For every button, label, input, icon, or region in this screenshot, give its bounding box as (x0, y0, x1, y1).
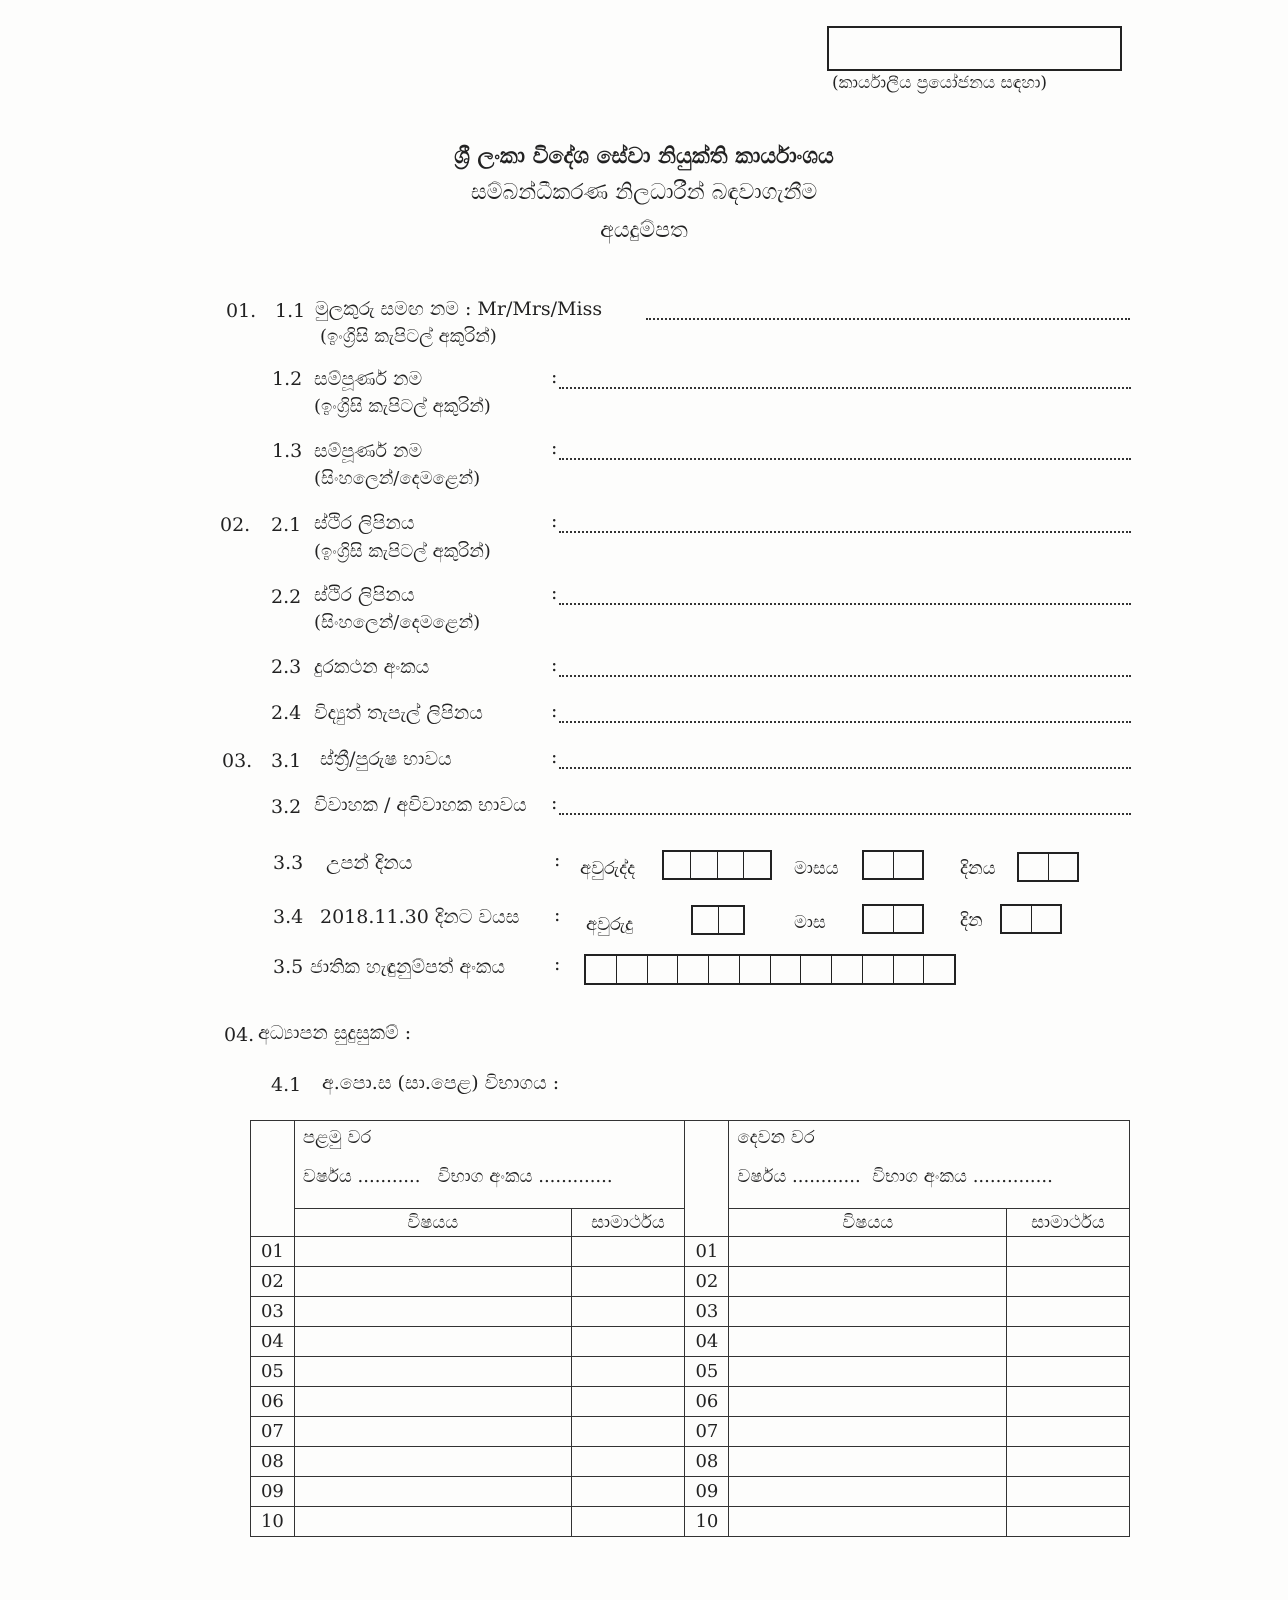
second-subject-cell[interactable] (729, 1237, 1007, 1267)
gender-input[interactable] (559, 745, 1131, 769)
first-subject-cell[interactable] (294, 1237, 571, 1267)
second-grade-cell[interactable] (1007, 1267, 1130, 1297)
permanent-address-sinhala-input[interactable] (559, 581, 1131, 605)
marital-status-input[interactable] (559, 791, 1131, 815)
second-grade-cell[interactable] (1007, 1417, 1130, 1447)
first-grade-cell[interactable] (571, 1387, 685, 1417)
table-row (251, 1237, 1130, 1267)
colon: : (551, 366, 558, 388)
second-subject-cell[interactable] (729, 1477, 1007, 1507)
row-number-second: 03 (685, 1297, 729, 1327)
field-1-2-label: සම්පූර්ණ නම (314, 368, 423, 390)
row-number-second: 05 (685, 1357, 729, 1387)
age-day-boxes[interactable] (1000, 904, 1062, 934)
first-grade-cell[interactable] (571, 1507, 685, 1537)
first-attempt-header (294, 1121, 685, 1209)
field-2-1-sub: (ඉංග්‍රිසි කැපිටල් අකුරින්) (314, 541, 491, 562)
table-row (251, 1357, 1130, 1387)
first-subject-cell[interactable] (294, 1417, 571, 1447)
field-2-2-label: ස්ථිර ලිපිනය (314, 584, 415, 606)
second-grade-cell[interactable] (1007, 1327, 1130, 1357)
second-subject-cell[interactable] (729, 1417, 1007, 1447)
first-grade-cell[interactable] (571, 1357, 685, 1387)
field-1-2-sub: (ඉංග්‍රිසි කැපිටල් අකුරින්) (314, 396, 491, 417)
colon: : (551, 582, 558, 604)
full-name-english-input[interactable] (559, 365, 1131, 389)
field-2-1-label: ස්ථිර ලිපිනය (314, 512, 415, 534)
first-subject-cell[interactable] (294, 1447, 571, 1477)
field-1-1-sub: (ඉංග්‍රිසි කැපිටල් අකුරින්) (320, 326, 497, 347)
second-grade-cell[interactable] (1007, 1507, 1130, 1537)
table-row (251, 1477, 1130, 1507)
row-number-second: 01 (685, 1237, 729, 1267)
row-number-second: 06 (685, 1387, 729, 1417)
first-subject-cell[interactable] (294, 1357, 571, 1387)
field-2-1-number: 2.1 (271, 514, 302, 536)
first-grade-cell[interactable] (571, 1417, 685, 1447)
field-1-2-number: 1.2 (272, 368, 303, 390)
first-subject-cell[interactable] (294, 1267, 571, 1297)
dob-month-boxes[interactable] (862, 850, 924, 880)
field-4-1-number: 4.1 (271, 1074, 302, 1096)
row-number: 07 (251, 1417, 295, 1447)
field-2-2-number: 2.2 (271, 586, 302, 608)
row-number-second: 07 (685, 1417, 729, 1447)
office-use-box[interactable] (827, 26, 1122, 71)
first-subject-header: විෂයය (294, 1209, 571, 1237)
age-year-boxes[interactable] (691, 905, 745, 935)
table-row (251, 1327, 1130, 1357)
field-2-2-sub: (සිංහලෙන්/දෙමළෙන්) (314, 612, 481, 633)
second-grade-header: සාමාර්ථය (1007, 1209, 1130, 1237)
row-number: 04 (251, 1327, 295, 1357)
colon: : (554, 953, 561, 975)
field-3-4-number: 3.4 (273, 906, 304, 928)
row-number: 05 (251, 1357, 295, 1387)
first-subject-cell[interactable] (294, 1327, 571, 1357)
first-grade-cell[interactable] (571, 1297, 685, 1327)
colon: : (551, 746, 558, 768)
second-subject-cell[interactable] (729, 1357, 1007, 1387)
office-use-note: (කාර්යාලීය ප්‍රයෝජනය සඳහා) (832, 73, 1048, 93)
colon: : (551, 437, 558, 459)
table-row (251, 1297, 1130, 1327)
full-name-sinhala-input[interactable] (559, 436, 1131, 460)
field-3-1-number: 3.1 (271, 750, 302, 772)
row-number-second: 10 (685, 1507, 729, 1537)
section-03-number: 03. (222, 750, 253, 772)
second-subject-cell[interactable] (729, 1507, 1007, 1537)
first-subject-cell[interactable] (294, 1507, 571, 1537)
form-title-org: ශ්‍රී ලංකා විදේශ සේවා නියුක්ති කාර්යාංශය (454, 143, 834, 169)
field-3-1-label: ස්ත්‍රී/පුරුෂ භාවය (320, 748, 452, 770)
first-grade-cell[interactable] (571, 1447, 685, 1477)
field-3-3-label: උපන් දිනය (326, 852, 413, 874)
table-row (251, 1417, 1130, 1447)
row-number-header (251, 1121, 295, 1237)
second-grade-cell[interactable] (1007, 1477, 1130, 1507)
first-grade-header: සාමාර්ථය (571, 1209, 685, 1237)
second-subject-cell[interactable] (729, 1297, 1007, 1327)
form-title-application: අයදුම්පත (600, 218, 688, 243)
telephone-input[interactable] (559, 653, 1131, 677)
second-subject-cell[interactable] (729, 1327, 1007, 1357)
row-number: 02 (251, 1267, 295, 1297)
second-attempt-index[interactable]: විභාග අංකය .............. (872, 1166, 1053, 1187)
field-2-4-number: 2.4 (271, 702, 302, 724)
field-2-3-number: 2.3 (271, 656, 302, 678)
field-3-2-label: විවාහක / අවිවාහක භාවය (314, 794, 527, 816)
first-subject-cell[interactable] (294, 1477, 571, 1507)
colon: : (551, 510, 558, 532)
dob-day-boxes[interactable] (1017, 852, 1079, 882)
field-1-3-label: සම්පූර්ණ නම (314, 440, 423, 462)
field-3-5-label: ජාතික හැඳුනුම්පත් අංකය (310, 956, 505, 978)
dob-day-label: දිනය (960, 858, 996, 879)
first-attempt-title: පළමු වර (302, 1127, 372, 1148)
second-attempt-header (729, 1121, 1130, 1209)
first-grade-cell[interactable] (571, 1327, 685, 1357)
first-grade-cell[interactable] (571, 1237, 685, 1267)
first-attempt-year[interactable]: වර්ෂය ........... (302, 1166, 421, 1187)
table-row (251, 1447, 1130, 1477)
first-attempt-index[interactable]: විභාග අංකය ............. (437, 1166, 613, 1187)
row-number-header-2 (685, 1121, 729, 1237)
age-year-label: අවුරුදු (586, 914, 634, 935)
table-row (251, 1507, 1130, 1537)
row-number: 08 (251, 1447, 295, 1477)
field-3-3-number: 3.3 (273, 852, 304, 874)
field-1-1-number: 1.1 (275, 300, 306, 322)
field-2-4-label: විද්‍යුත් තැපැල් ලිපිනය (314, 702, 483, 724)
field-4-1-label: අ.පො.ස (සා.පෙළ) විභාගය : (322, 1072, 560, 1094)
section-02-number: 02. (220, 514, 251, 536)
second-attempt-title: දෙවන වර (737, 1127, 815, 1148)
field-1-1-label: මුලකුරු සමඟ නම : Mr/Mrs/Miss (315, 298, 603, 320)
ol-results-table (250, 1120, 1130, 1537)
second-attempt-year[interactable]: වර්ෂය ............ (737, 1166, 861, 1187)
colon: : (551, 792, 558, 814)
row-number: 10 (251, 1507, 295, 1537)
permanent-address-english-input[interactable] (559, 509, 1131, 533)
row-number-second: 02 (685, 1267, 729, 1297)
colon: : (551, 700, 558, 722)
first-subject-cell[interactable] (294, 1297, 571, 1327)
second-grade-cell[interactable] (1007, 1237, 1130, 1267)
dob-month-label: මාසය (794, 858, 839, 879)
row-number-second: 09 (685, 1477, 729, 1507)
second-subject-cell[interactable] (729, 1387, 1007, 1417)
field-1-3-number: 1.3 (272, 440, 303, 462)
row-number: 01 (251, 1237, 295, 1267)
second-subject-cell[interactable] (729, 1267, 1007, 1297)
first-subject-cell[interactable] (294, 1387, 571, 1417)
email-input[interactable] (559, 699, 1131, 723)
section-01-number: 01. (226, 300, 257, 322)
nic-number-boxes[interactable] (584, 954, 956, 985)
second-grade-cell[interactable] (1007, 1357, 1130, 1387)
first-grade-cell[interactable] (571, 1267, 685, 1297)
row-number-second: 04 (685, 1327, 729, 1357)
dob-year-label: අවුරුද්ද (580, 858, 636, 879)
table-row (251, 1387, 1130, 1417)
field-3-2-number: 3.2 (271, 796, 302, 818)
colon: : (554, 904, 561, 926)
age-day-label: දින (960, 910, 983, 931)
field-3-5-number: 3.5 (273, 956, 304, 978)
second-grade-cell[interactable] (1007, 1387, 1130, 1417)
colon: : (554, 849, 561, 871)
age-month-boxes[interactable] (862, 904, 924, 934)
second-grade-cell[interactable] (1007, 1447, 1130, 1477)
name-with-initials-input[interactable] (646, 296, 1130, 320)
education-label: අධ්‍යාපන සුදුසුකම් : (258, 1022, 412, 1044)
row-number-second: 08 (685, 1447, 729, 1477)
row-number: 06 (251, 1387, 295, 1417)
field-1-3-sub: (සිංහලෙන්/දෙමළෙන්) (314, 468, 481, 489)
field-3-4-label: 2018.11.30 දිනට වයස (320, 906, 520, 928)
second-grade-cell[interactable] (1007, 1297, 1130, 1327)
dob-year-boxes[interactable] (662, 850, 772, 880)
form-title-post: සම්බන්ධීකරණ නිලධාරීන් බඳවාගැනීම (470, 180, 818, 205)
second-subject-cell[interactable] (729, 1447, 1007, 1477)
second-subject-header: විෂයය (729, 1209, 1007, 1237)
age-month-label: මාස (794, 912, 826, 933)
row-number: 09 (251, 1477, 295, 1507)
colon: : (551, 654, 558, 676)
field-2-3-label: දුරකථන අංකය (314, 656, 430, 678)
table-row (251, 1267, 1130, 1297)
section-04-number: 04. (224, 1024, 255, 1046)
first-grade-cell[interactable] (571, 1477, 685, 1507)
row-number: 03 (251, 1297, 295, 1327)
